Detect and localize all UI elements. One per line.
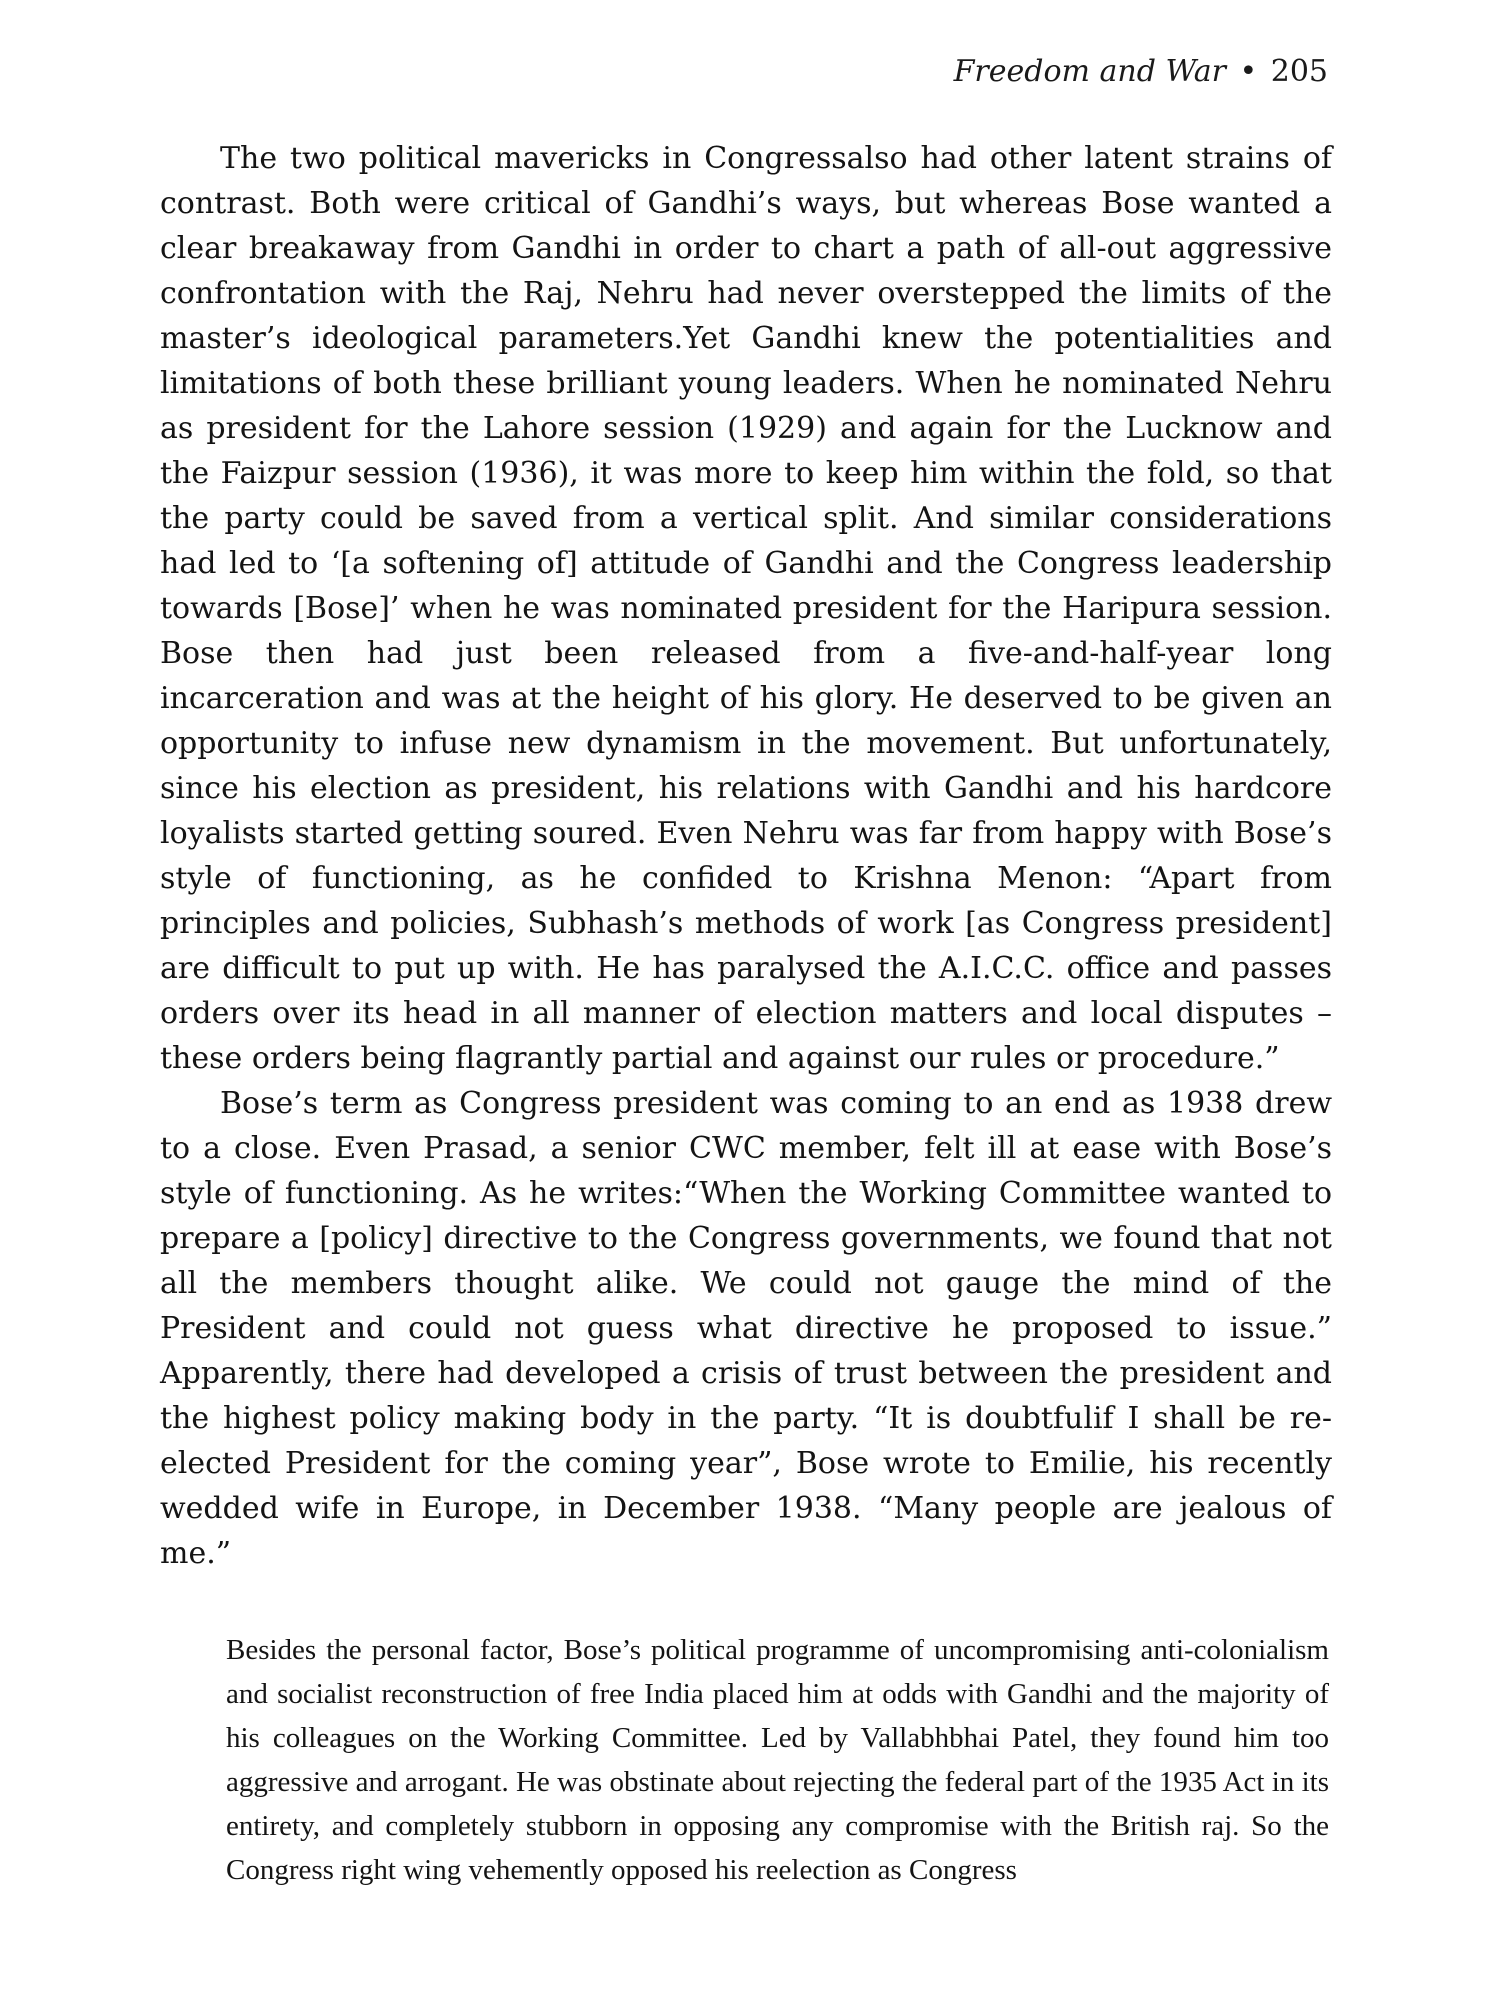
- paragraph-1: The two political mavericks in Congressalso had other latent strains of contrast. Both were critical of Gandhi’s ways, but whereas Bose wanted a clear breakaway from Gandhi in order to chart a path of all-out aggressive confrontation with the Raj, Nehru had never overstepped the limits of the master’s ideological parameters.Yet Gandhi knew the potentialities and limitations of both these brilliant young leaders. When he nominated Nehru as president for the Lahore session (1929) and again for the Lucknow and the Faizpur session (1936), it was more to keep him within the fold, so that the party could be saved from a vertical split. And similar considerations had led to ‘[a softening of] attitude of Gandhi and the Congress leadership towards [Bose]’ when he was nominated president for the Haripura session. Bose then had just been released from a five-and-half-year long incarceration and was at the height of his glory. He deserved to be given an opportunity to infuse new dynamism in the movement. But unfortunately, since his election as president, his relations with Gandhi and his hardcore loyalists started getting soured. Even Nehru was far from happy with Bose’s style of functioning, as he confided to Krishna Menon: “Apart from principles and policies, Subhash’s methods of work [as Congress president] are difficult to put up with. He has paralysed the A.I.C.C. office and passes orders over its head in all manner of election matters and local disputes – these orders being flagrantly partial and against our rules or procedure.”: [160, 141, 1332, 1076]
- running-title: Freedom and War: [953, 54, 1226, 89]
- page-number: 205: [1270, 54, 1328, 89]
- block-quote-text: Besides the personal factor, Bose’s political programme of uncompromising anti-colonialism and socialist reconstruction of free India placed him at odds with Gandhi and the majority of his colleagues on the Working Committee. Led by Vallabhbhai Patel, they found him too aggressive and arrogant. He was obstinate about rejecting the federal part of the 1935 Act in its entirety, and completely stubborn in opposing any compromise with the British raj. So the Congress right wing vehemently opposed his reelection as Congress: [226, 1634, 1329, 1886]
- main-text: [160, 136, 1332, 1576]
- running-head: [954, 52, 1328, 92]
- paragraph-2: Bose’s term as Congress president was coming to an end as 1938 drew to a close. Even Prasad, a senior CWC member, felt ill at ease with Bose’s style of functioning. As he writes:“When the Working Committee wanted to prepare a [policy] directive to the Congress governments, we found that not all the members thought alike. We could not gauge the mind of the President and could not guess what directive he proposed to issue.” Apparently, there had developed a crisis of trust between the president and the highest policy making body in the party. “It is doubtfulif I shall be re-elected President for the coming year”, Bose wrote to Emilie, his recently wedded wife in Europe, in December 1938. “Many people are jealous of me.”: [160, 1086, 1332, 1571]
- block-quote: [226, 1628, 1329, 1892]
- header-separator: •: [1239, 54, 1258, 89]
